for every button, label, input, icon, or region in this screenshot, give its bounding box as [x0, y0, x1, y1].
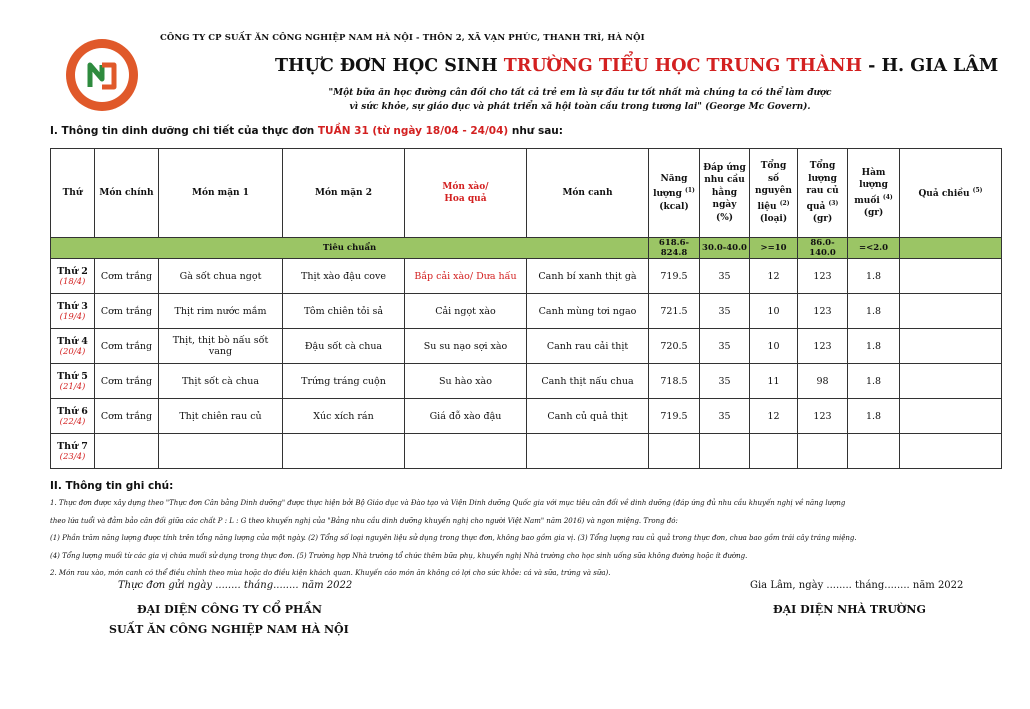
- cell-man-2: [283, 434, 405, 469]
- cell-canh: Canh rau cải thịt: [527, 329, 649, 364]
- standard-label: Tiêu chuẩn: [51, 238, 649, 259]
- company-line: CÔNG TY CP SUẤT ĂN CÔNG NGHIỆP NAM HÀ NỘI - THÔN 2, XÃ VẠN PHÚC, THANH TRÌ, HÀ NỘI: [160, 33, 645, 43]
- cell-day: [51, 259, 95, 294]
- ts-l3: nguyên: [755, 186, 792, 197]
- cell-day: [51, 364, 95, 399]
- cell-ingredients: 11: [750, 364, 798, 399]
- table-row: [51, 434, 1002, 469]
- left-title-1: ĐẠI DIỆN CÔNG TY CỔ PHẦN: [137, 603, 322, 616]
- cell-main: Cơm trắng: [95, 364, 159, 399]
- day-date: (20/4): [59, 346, 86, 357]
- day-date: (21/4): [59, 381, 86, 392]
- tr-l5: (gr): [812, 214, 833, 225]
- left-title-2: SUẤT ĂN CÔNG NGHIỆP NAM HÀ NỘI: [109, 623, 349, 636]
- qc-sup: (5): [972, 187, 983, 195]
- cell-man-2: Đậu sốt cà chua: [283, 329, 405, 364]
- cell-main: Cơm trắng: [95, 259, 159, 294]
- cell-energy: 719.5: [649, 259, 700, 294]
- cell-man-1: [159, 434, 283, 469]
- cell-main: Cơm trắng: [95, 329, 159, 364]
- cell-day: [51, 294, 95, 329]
- section-1-suffix: như sau:: [508, 125, 563, 137]
- cell-energy: 719.5: [649, 399, 700, 434]
- cell-percent: 35: [700, 294, 750, 329]
- cell-percent: 35: [700, 329, 750, 364]
- note-2: 2. Món rau xào, món canh có thể điều chỉnh theo mùa hoặc do điều kiện khách quan. Khuyến cáo món ăn không có lợi cho sức khỏe: cá và sữa, trứng và sữa).: [50, 569, 611, 577]
- table-header-row: [51, 149, 1002, 238]
- cell-fruit: [900, 434, 1002, 469]
- cell-energy: 721.5: [649, 294, 700, 329]
- table-row: [51, 294, 1002, 329]
- standard-veg: 86.0-140.0: [798, 238, 848, 259]
- quote-line-1: "Một bữa ăn học đường cân đối cho tất cả trẻ em là sự đầu tư tốt nhất mà chúng ta có thể làm được: [328, 88, 832, 98]
- note-1: 1. Thực đơn được xây dựng theo "Thực đơn Cân bằng Dinh dưỡng" được thực hiện bởi Bộ Giáo dục và Đào tạo và Viện Dinh dưỡng Quốc gia với mục tiêu cân đối về dinh dưỡng (đáp ứng đủ nhu cầu khuyến nghị về năng lượng: [50, 499, 846, 507]
- notes: [50, 495, 980, 583]
- ts-sup: (2): [779, 199, 790, 207]
- note-b: (4) Tổng lượng muối từ các gia vị chứa muối sử dụng trong thực đơn. (5) Trường hợp Nhà trường tổ chức thêm bữa phụ, khuyến nghị Nhà trường cho học sinh uống sữa không đường hoặc ít đường.: [50, 551, 748, 560]
- tr-l4-text: quả: [806, 201, 826, 212]
- hl-l2: lượng: [859, 180, 888, 190]
- ts-l5: (loại): [759, 214, 788, 225]
- ts-l2: số: [767, 173, 780, 184]
- cell-main: Cơm trắng: [95, 294, 159, 329]
- hl-l3: [850, 192, 897, 208]
- standard-ingredients: >=10: [750, 238, 798, 259]
- title-suffix: - H. GIA LÂM: [862, 56, 999, 76]
- table-row: [51, 364, 1002, 399]
- cell-canh: Canh thịt nấu chua: [527, 364, 649, 399]
- tr-l2: lượng: [808, 173, 837, 184]
- header-tong-so: [750, 149, 798, 238]
- cell-main: Cơm trắng: [95, 399, 159, 434]
- cell-ingredients: 12: [750, 399, 798, 434]
- qc-text: Quả chiều: [918, 189, 970, 200]
- standard-salt: =<2.0: [848, 238, 900, 259]
- section-2-heading: II. Thông tin ghi chú:: [50, 480, 174, 492]
- menu-table: [50, 148, 1002, 469]
- left-date: Thực đơn gửi ngày ........ tháng........ năm 2022: [118, 580, 353, 591]
- cell-ingredients: 10: [750, 329, 798, 364]
- nl-l2: [651, 185, 697, 201]
- table-row: [51, 399, 1002, 434]
- cell-day: [51, 399, 95, 434]
- cell-xao: Giá đỗ xào đậu: [405, 399, 527, 434]
- cell-salt: 1.8: [848, 259, 900, 294]
- hl-l3-text: muối: [854, 195, 880, 206]
- nl-l3: (kcal): [659, 201, 689, 212]
- cell-salt: 1.8: [848, 294, 900, 329]
- page-title: [275, 56, 998, 76]
- cell-day: [51, 329, 95, 364]
- cell-canh: Canh củ quả thịt: [527, 399, 649, 434]
- day-date: (18/4): [59, 276, 86, 287]
- cell-fruit: [900, 364, 1002, 399]
- cell-xao: Cải ngọt xào: [405, 294, 527, 329]
- hl-l1: Hàm: [861, 167, 886, 178]
- ts-l4: [752, 198, 795, 214]
- cell-salt: 1.8: [848, 399, 900, 434]
- day-date: (23/4): [59, 451, 86, 462]
- cell-fruit: [900, 329, 1002, 364]
- cell-energy: [649, 434, 700, 469]
- cell-fruit: [900, 399, 1002, 434]
- header-nang-luong: [649, 149, 700, 238]
- du-l1: Đáp ứng: [703, 162, 746, 173]
- cell-salt: 1.8: [848, 329, 900, 364]
- day-name: Thứ 2: [57, 265, 88, 277]
- day-date: (22/4): [59, 416, 86, 427]
- cell-man-1: Gà sốt chua ngọt: [159, 259, 283, 294]
- cell-canh: [527, 434, 649, 469]
- cell-man-1: Thịt chiên rau củ: [159, 399, 283, 434]
- cell-man-2: Thịt xào đậu cove: [283, 259, 405, 294]
- nl-sup: (1): [685, 187, 695, 195]
- right-title: ĐẠI DIỆN NHÀ TRƯỜNG: [773, 603, 926, 616]
- ts-l4-text: liệu: [757, 201, 777, 212]
- tr-l3: rau củ: [806, 186, 839, 197]
- cell-veg: 123: [798, 294, 848, 329]
- section-1-week: TUẦN 31 (từ ngày 18/04 - 24/04): [317, 125, 509, 137]
- title-prefix: THỰC ĐƠN HỌC SINH: [275, 56, 504, 76]
- day-date: (19/4): [59, 311, 86, 322]
- cell-ingredients: 10: [750, 294, 798, 329]
- header-mon-chinh: Món chính: [95, 149, 159, 238]
- cell-energy: 718.5: [649, 364, 700, 399]
- cell-percent: [700, 434, 750, 469]
- du-l4: ngày: [712, 200, 737, 211]
- quote: [300, 86, 860, 114]
- cell-canh: Canh bí xanh thịt gà: [527, 259, 649, 294]
- cell-percent: 35: [700, 364, 750, 399]
- cell-day: [51, 434, 95, 469]
- cell-man-2: Xúc xích rán: [283, 399, 405, 434]
- cell-man-2: Trứng tráng cuộn: [283, 364, 405, 399]
- note-1b: theo lứa tuổi và đảm bảo cân đối giữa các chất P : L : G theo khuyến nghị của "Bảng nhu cầu dinh dưỡng khuyến nghị cho người Việt Nam" năm 2016) và ngon miệng. Trong đó:: [50, 516, 678, 525]
- cell-xao: Su su nạo sợi xào: [405, 329, 527, 364]
- cell-salt: 1.8: [848, 364, 900, 399]
- header-mon-man-2: Món mặn 2: [283, 149, 405, 238]
- standard-row: [51, 238, 1002, 259]
- header-mon-man-1: Món mặn 1: [159, 149, 283, 238]
- cell-man-1: Thịt, thịt bò nấu sốt vang: [159, 329, 283, 364]
- cell-salt: [848, 434, 900, 469]
- header-ham-luong: [848, 149, 900, 238]
- cell-percent: 35: [700, 399, 750, 434]
- cell-man-1: Thịt rim nước mắm: [159, 294, 283, 329]
- standard-energy: 618.6-824.8: [649, 238, 700, 259]
- day-name: Thứ 3: [57, 300, 88, 312]
- cell-man-2: Tôm chiên tỏi sả: [283, 294, 405, 329]
- tr-l4: [800, 198, 845, 214]
- du-l3: hằng: [711, 187, 738, 198]
- du-l2: nhu cầu: [704, 175, 745, 186]
- cell-ingredients: [750, 434, 798, 469]
- tr-l1: Tổng: [809, 161, 836, 172]
- du-l5: (%): [715, 212, 734, 223]
- section-1-heading: [50, 125, 563, 137]
- header-tong-rau: [798, 149, 848, 238]
- cell-energy: 720.5: [649, 329, 700, 364]
- title-school: TRƯỜNG TIỂU HỌC TRUNG THÀNH: [503, 56, 863, 76]
- header-mon-xao-line1: Món xào/: [442, 181, 489, 192]
- cell-fruit: [900, 294, 1002, 329]
- ts-l1: Tổng: [760, 161, 787, 172]
- table-row: [51, 259, 1002, 294]
- cell-veg: [798, 434, 848, 469]
- day-name: Thứ 4: [57, 335, 88, 347]
- day-name: Thứ 6: [57, 405, 88, 417]
- cell-xao: Su hào xào: [405, 364, 527, 399]
- cell-veg: 123: [798, 329, 848, 364]
- cell-man-1: Thịt sốt cà chua: [159, 364, 283, 399]
- tr-sup: (3): [828, 199, 839, 207]
- cell-canh: Canh mùng tơi ngao: [527, 294, 649, 329]
- cell-xao: Bắp cải xào/ Dưa hấu: [405, 259, 527, 294]
- cell-veg: 123: [798, 399, 848, 434]
- cell-percent: 35: [700, 259, 750, 294]
- section-1-prefix: I. Thông tin dinh dưỡng chi tiết của thực đơn: [50, 125, 318, 137]
- company-logo: [64, 37, 140, 113]
- header-mon-canh: Món canh: [527, 149, 649, 238]
- note-a: (1) Phần trăm năng lượng được tính trên tổng năng lượng của một ngày. (2) Tổng số loại nguyên liệu sử dụng trong thực đơn, không bao gồm gia vị. (3) Tổng lượng rau củ quả trong thực đơn, chưa bao gồm trái cây tráng miệng.: [50, 534, 857, 542]
- table-row: [51, 329, 1002, 364]
- cell-fruit: [900, 259, 1002, 294]
- standard-fruit: [900, 238, 1002, 259]
- standard-percent: 30.0-40.0: [700, 238, 750, 259]
- nl-l2-text: lượng: [653, 189, 682, 200]
- hl-sup: (4): [882, 193, 893, 201]
- quote-line-2: vì sức khỏe, sự giáo dục và phát triển xã hội toàn cầu trong tương lai" (George Mc Govern).: [349, 102, 811, 112]
- header-mon-xao-line2: Hoa quả: [444, 194, 487, 204]
- cell-ingredients: 12: [750, 259, 798, 294]
- header-mon-xao: [405, 149, 527, 238]
- cell-veg: 123: [798, 259, 848, 294]
- header-qua-chieu: [900, 149, 1002, 238]
- header-dap-ung: [700, 149, 750, 238]
- cell-main: [95, 434, 159, 469]
- day-name: Thứ 5: [57, 370, 88, 382]
- cell-xao: [405, 434, 527, 469]
- hl-l4: (gr): [863, 208, 884, 218]
- cell-veg: 98: [798, 364, 848, 399]
- header-thu: Thứ: [51, 149, 95, 238]
- day-name: Thứ 7: [57, 440, 88, 452]
- nl-l1: Năng: [660, 173, 688, 184]
- right-date: Gia Lâm, ngày ........ tháng........ năm 2022: [750, 580, 964, 591]
